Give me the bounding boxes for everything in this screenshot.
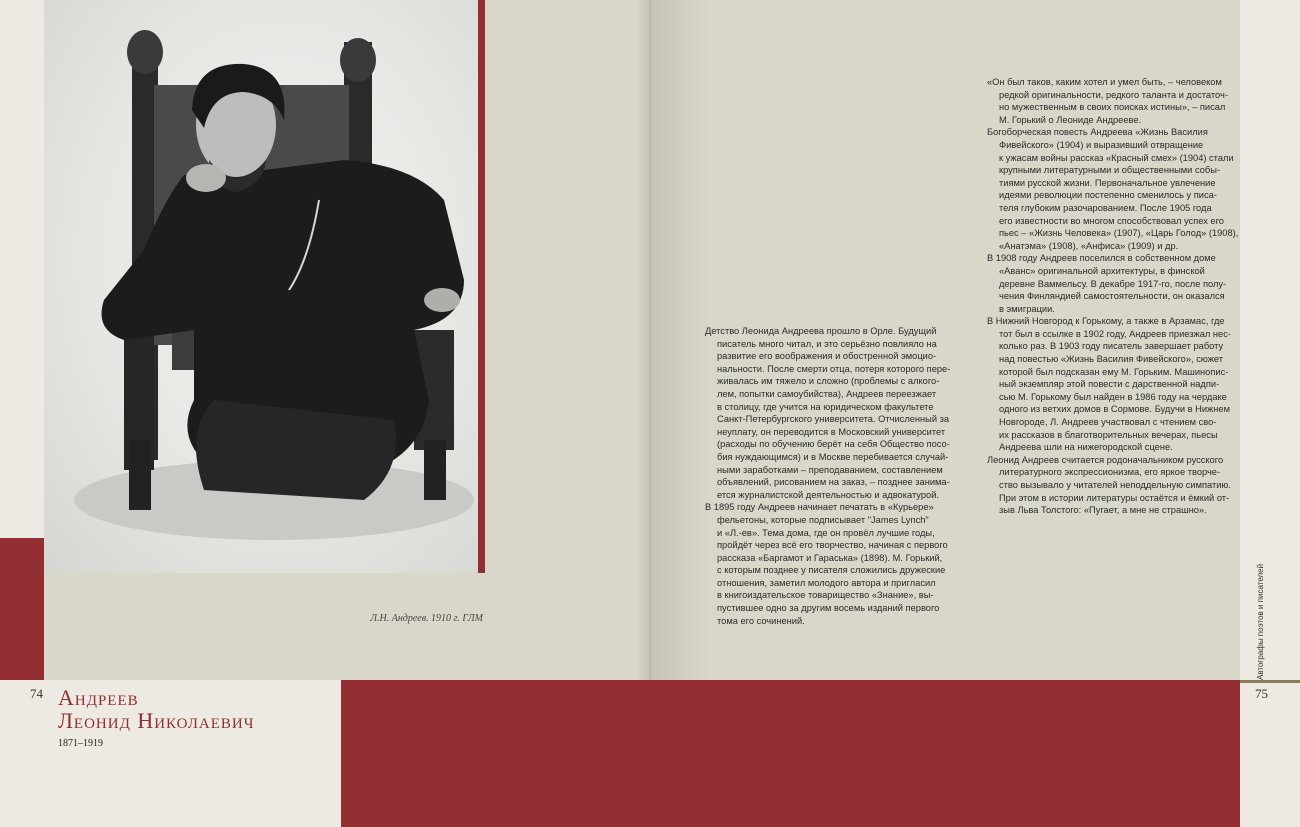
right-rule (1240, 680, 1300, 683)
right-bottom-margin (1240, 680, 1300, 827)
portrait-illustration (44, 0, 478, 573)
spine-shadow (636, 0, 650, 680)
left-red-strip (0, 538, 44, 680)
author-dates: 1871–1919 (58, 738, 103, 749)
text-column-right: «Он был таков, каким хотел и умел быть, – человеком редкой оригинальности, редкого таланта и достаточ- но мужественным в своих поисках истины», – писал М. Горький о Леониде Андрееве. Богоборческая повесть Андреева «Жизнь Василия Фивейского» (1904) и выразивший отвращение к ужасам войны рассказ «Красный смех» (1904) стали крупными литературными и общественными собы- тиями русской жизни. Первоначальное увлечение идеями революции постепенно сменилось у писа- теля глубоким разочарованием. После 1905 года его известности во многом способствовал успех его пьес – «Жизнь Человека» (1907), «Царь Голод» (1908), «Анатэма» (1908), «Анфиса» (1909) и др. В 1908 году Андреев поселился в собственном доме «Аванс» оригинальной архитектуры, в финской деревне Ваммельсу. В декабре 1917-го, после полу- чения Финляндией самостоятельности, он оказался в эмиграции. В Нижний Новгород к Горькому, а также в Арзамас, где тот был в ссылке в 1902 году, Андреев приезжал нес- колько раз. В 1903 году писатель завершает работу над повестью «Жизнь Василия Фивейского», сюжет которой был подсказан ему М. Горьким. Машинопис- ный экземпляр этой повести с дарственной надпи- сью М. Горькому был найден в 1986 году на чердаке одного из ветхих домов в Сормове. Будучи в Нижнем Новгороде, Л. Андреев участвовал с чтением сво- их рассказов в благотворительных вечерах, пьесы Андреева шли на нижегородской сцене. Леонид Андреев считается родоначальником русского литературного экспрессионизма, его яркое творче- ство вызывало у читателей неподдельную симпатию. При этом в истории литературы остаётся и ёмкий от- зыв Льва Толстого: «Пугает, а мне не страшно». (987, 77, 1239, 516)
author-title (58, 686, 255, 732)
photo-caption: Л.Н. Андреев. 1910 г. ГЛМ (370, 613, 483, 624)
section-label-text: Автографы поэтов и писателей (1256, 563, 1265, 680)
author-surname: Андреев (58, 685, 139, 710)
page-number-left: 74 (30, 686, 43, 701)
bottom-red-band (341, 680, 1240, 827)
portrait-photo (44, 0, 478, 573)
author-given-names: Леонид Николаевич (58, 708, 255, 733)
text-column-left: Детство Леонида Андреева прошло в Орле. Будущий писатель много читал, и это серьёзно повлияло на развитие его воображения и обостренной эмоцио- нальности. После смерти отца, потеря которого пере- живалась им тяжело и сложно (проблемы с алкого- лем, попытки самоубийства), Андреев переезжает в столицу, где учится на юридическом факультете Санкт-Петербургского университета. Отчисленный за неуплату, он переводится в Московский университет (расходы по обучению берёт на себя Общество посо- бия нуждающимся) и в Москве перебивается случай- ными заработками – преподаванием, составлением объявлений, рисованием на заказ, – позднее занима- ется журналистской деятельностью и адвокатурой. В 1895 году Андреев начинает печатать в «Курьере» фельетоны, которые подписывает "James Lynch" и «Л.-ев». Тема дома, где он провёл лучшие годы, пройдёт через всё его творчество, начиная с первого рассказа «Баргамот и Гараська» (1898). М. Горький, с которым позднее у писателя сложились дружеские отношения, заметил молодого автора и пригласил в книгоиздательское товарищество «Знание», вы- пустившее одно за другим восемь изданий первого тома его сочинений. (705, 326, 951, 626)
left-margin (0, 0, 44, 827)
section-label (1256, 563, 1270, 680)
page-number-right: 75 (1255, 686, 1268, 701)
